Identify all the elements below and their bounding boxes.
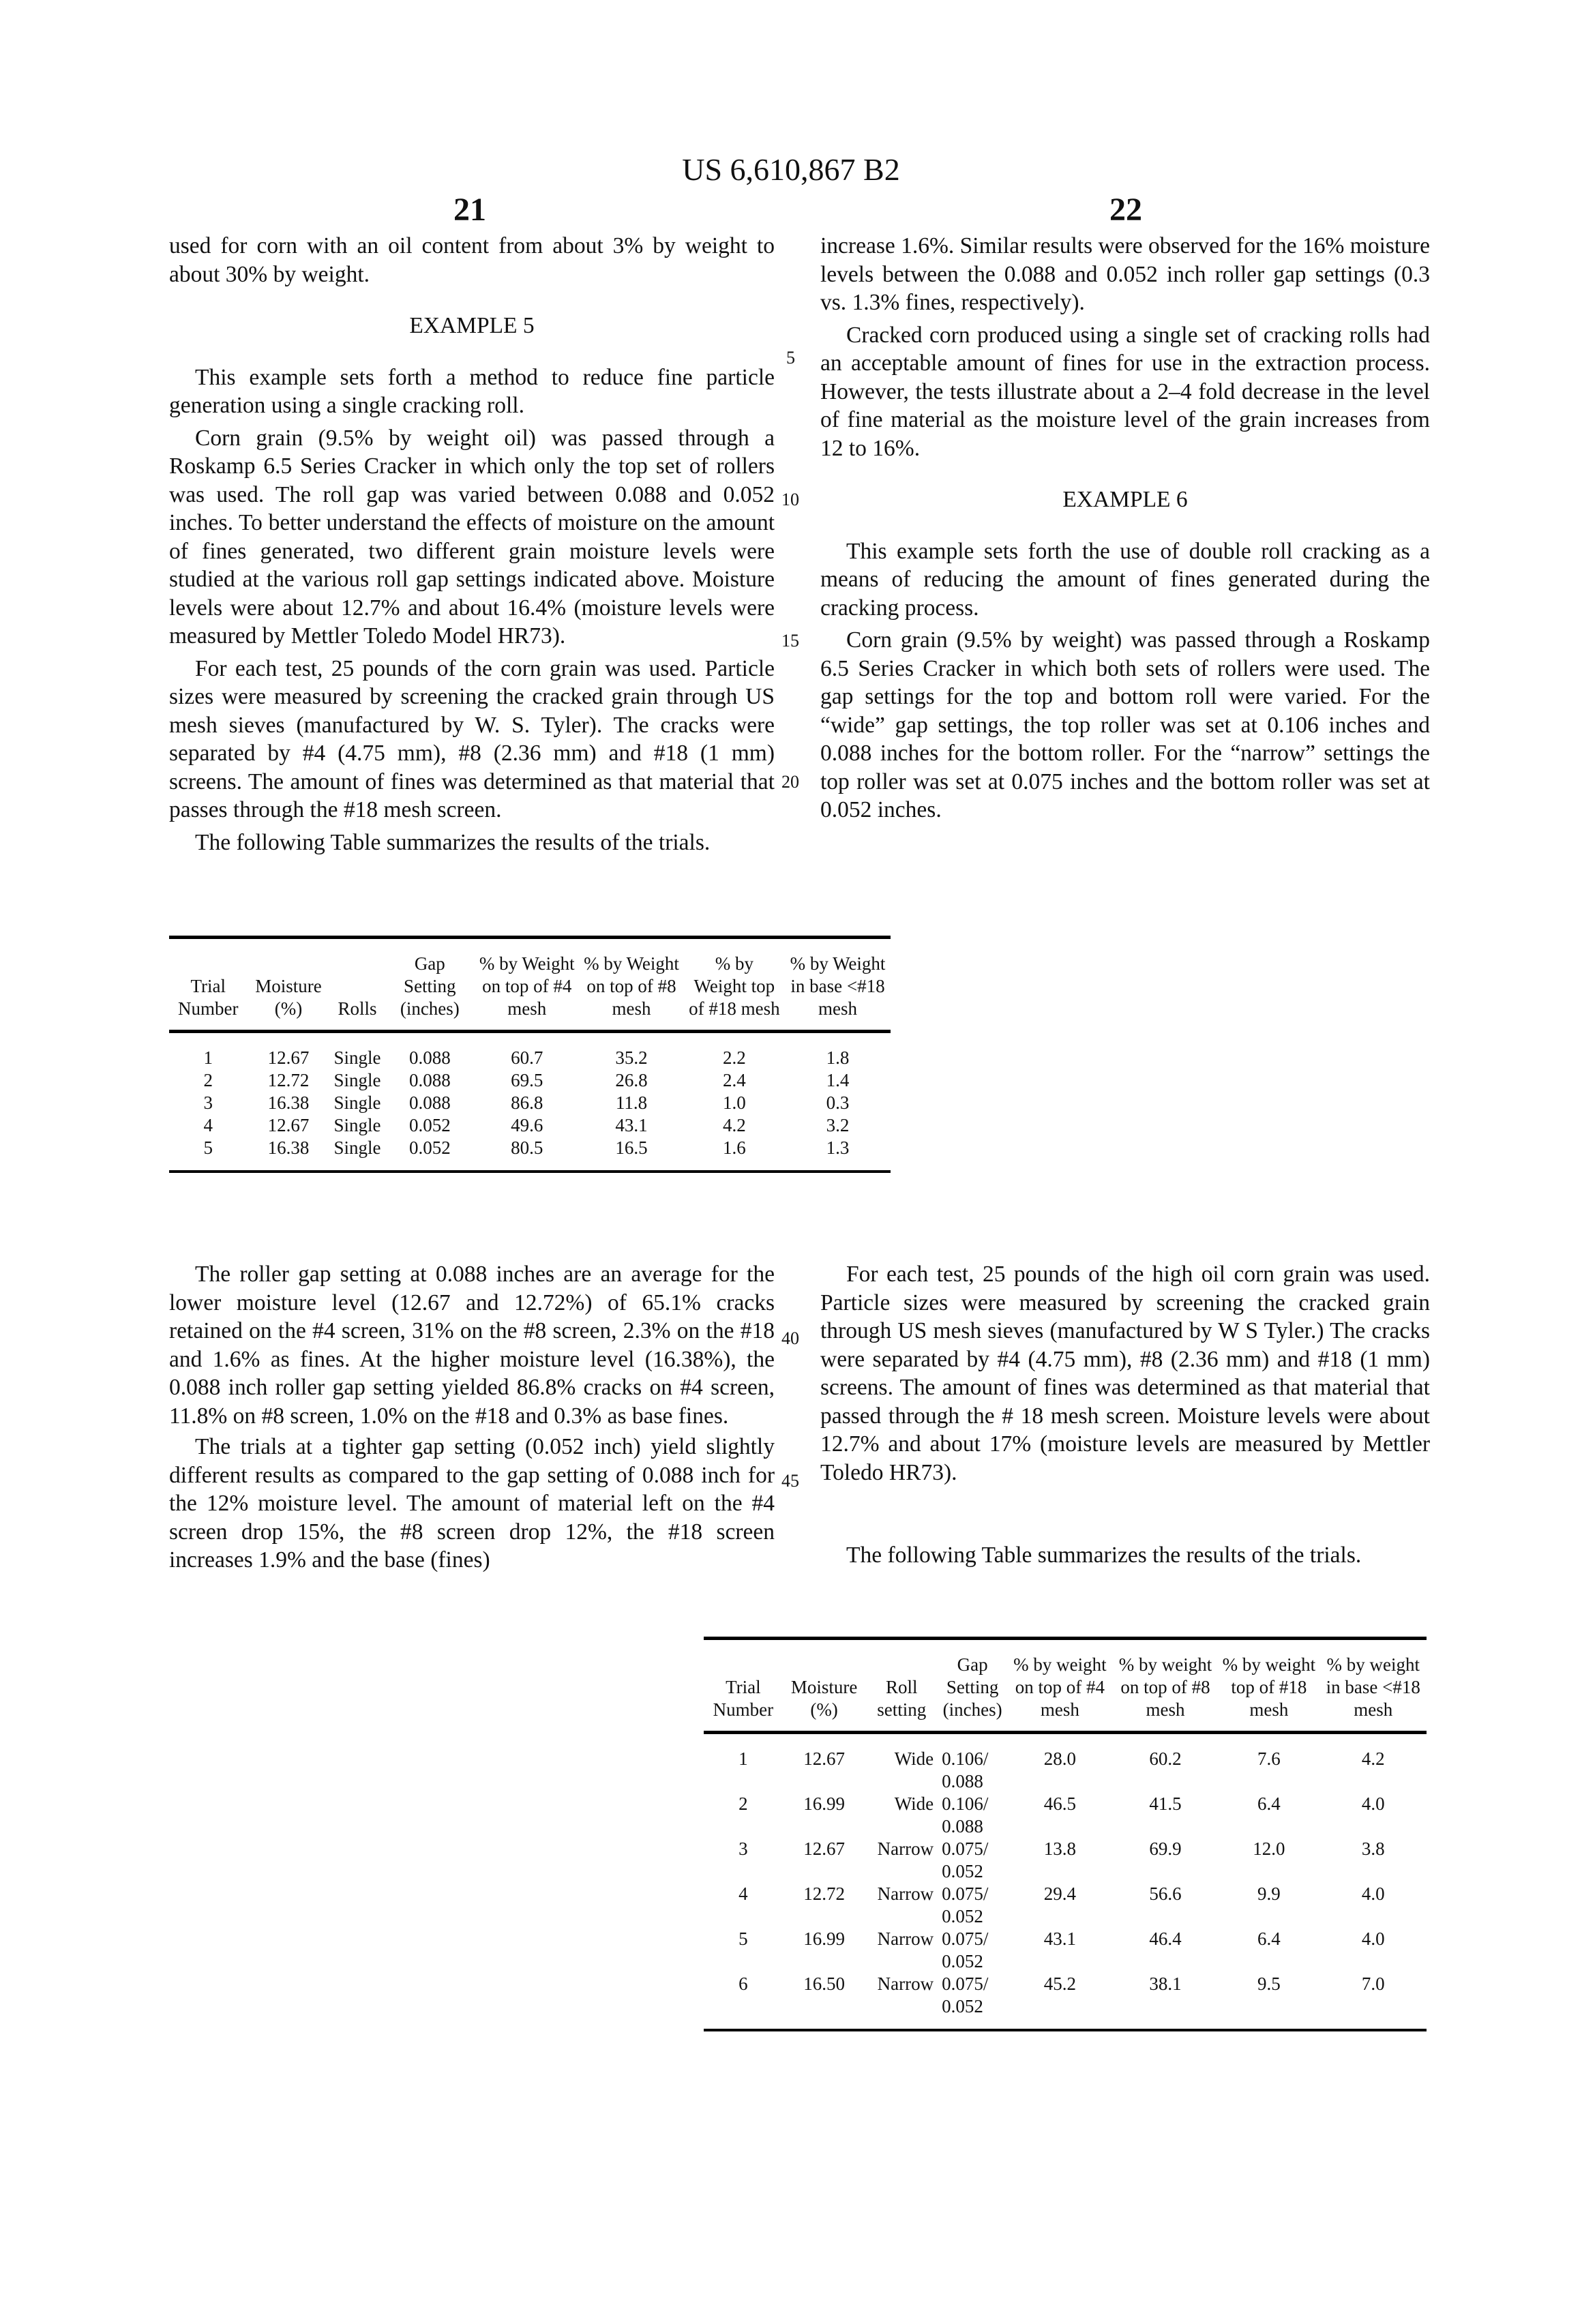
paragraph: increase 1.6%. Similar results were observed for the 16% moisture levels between the 0.088 and 0.052 inch roller gap settings (0.3 vs. 1.3% fines, respectively). xyxy=(820,233,1430,315)
table-row xyxy=(704,1973,1427,2030)
column-header: % by Weight on top of #4 mesh xyxy=(475,938,579,1032)
table-cell: Single xyxy=(333,1092,381,1113)
table-cell: 13.8 xyxy=(1043,1838,1077,1859)
table-cell: 0.075/ 0.052 xyxy=(942,1883,989,1926)
table-cell: 1.8 xyxy=(826,1047,850,1068)
column-header: % by Weight in base <#18 mesh xyxy=(785,938,891,1032)
column-header: Rolls xyxy=(329,938,385,1032)
table-cell: Single xyxy=(333,1047,381,1068)
left-column-bottom xyxy=(169,1260,775,1575)
table-cell: 49.6 xyxy=(511,1115,543,1135)
table-cell: 1.4 xyxy=(826,1070,850,1090)
paragraph: Cracked corn produced using a single set of cracking rolls had an acceptable amount of fines for use in the extraction process. However, the tests illustrate about a 2–4 fold decrease in the level of fine material as the moisture level of the grain increases from 12 to 16%. xyxy=(820,322,1430,461)
paragraph: The roller gap setting at 0.088 inches are an average for the lower moisture level (12.67 and 12.72%) of 65.1% cracks retained on the #4 screen, 31% on the #8 screen, 2.3% on the #18 and 1.6% as fines. At the higher moisture level (16.38%), the 0.088 inch roller gap setting yielded 86.8% cracks on #4 screen, 11.8% on #8 screen, 1.0% on the #18 and 0.3% as base fines. xyxy=(169,1262,775,1429)
table-row xyxy=(169,1114,891,1137)
table-cell: Wide xyxy=(894,1748,934,1769)
table-cell: 4 xyxy=(738,1883,748,1904)
table-cell: 3 xyxy=(738,1838,748,1859)
page-number-right: 22 xyxy=(1109,192,1142,228)
line-number: 15 xyxy=(781,631,799,651)
paragraph: This example sets forth a method to reduce fine particle generation using a single cracking roll. xyxy=(169,364,775,418)
column-header: Trial Number xyxy=(169,938,248,1032)
table-row xyxy=(169,1137,891,1172)
table-row xyxy=(169,1032,891,1070)
table-cell: Wide xyxy=(894,1793,934,1814)
column-header: % by Weight on top of #8 mesh xyxy=(579,938,683,1032)
table-cell: 6 xyxy=(704,1973,783,2030)
table-cell: 6.4 xyxy=(1257,1793,1281,1814)
table-cell: 43.1 xyxy=(615,1115,648,1135)
table-cell: 2 xyxy=(203,1070,213,1090)
right-column-bottom xyxy=(820,1260,1430,1570)
table-cell: 46.4 xyxy=(1149,1928,1182,1949)
paragraph: The following Table summarizes the results of the trials. xyxy=(846,1543,1362,1568)
table-cell: 0.088 xyxy=(408,1070,451,1090)
paragraph: Corn grain (9.5% by weight) was passed through a Roskamp 6.5 Series Cracker in which both sets of rollers were used. The gap settings for the top and bottom roll were varied. For the “wide” gap settings, the top roller was set at 0.106 inches and 0.088 inches for the bottom roller. For the “narrow” settings the top roller was set at 0.075 inches and the bottom roller was set at 0.052 inches. xyxy=(820,627,1430,822)
table-cell: 46.5 xyxy=(1043,1793,1077,1814)
column-header: Roll setting xyxy=(865,1639,938,1733)
table-row xyxy=(704,1838,1427,1883)
table-cell: 2.4 xyxy=(722,1070,746,1090)
paragraph: Corn grain (9.5% by weight oil) was passed through a Roskamp 6.5 Series Cracker in which only the top set of rollers was used. The roll gap was varied between 0.088 and 0.052 inches. To better understand the effects of moisture on the amount of fines generated, two different grain moisture levels were studied at the various roll gap settings indicated above. Moisture levels were about 12.7% and about 16.4% (moisture levels were measured by Mettler Toledo Model HR73). xyxy=(169,425,775,649)
paragraph: This example sets forth the use of double roll cracking as a means of reducing the amount of fines generated during the cracking process. xyxy=(820,538,1430,621)
line-number: 10 xyxy=(781,490,799,509)
table-cell: 86.8 xyxy=(511,1092,543,1113)
paragraph: The trials at a tighter gap setting (0.052 inch) yield slightly different results as compared to the gap setting of 0.088 inch for the 12% moisture level. The amount of material left on the #4 screen drop 15%, the #8 screen drop 12%, the #18 screen increases 1.9% and the base (fines) xyxy=(169,1434,775,1573)
table-cell: 16.38 xyxy=(267,1092,310,1113)
table-cell: 6.4 xyxy=(1257,1928,1281,1949)
right-column-top xyxy=(820,232,1430,824)
table-row xyxy=(704,1928,1427,1973)
table-cell: 12.67 xyxy=(267,1047,310,1068)
table-cell: 3 xyxy=(203,1092,213,1113)
paragraph: The following Table summarizes the results of the trials. xyxy=(195,829,711,855)
column-header: Gap Setting (inches) xyxy=(938,1639,1007,1733)
table-cell: 41.5 xyxy=(1149,1793,1182,1814)
table-cell: 1.6 xyxy=(684,1137,785,1172)
table-cell: Narrow xyxy=(877,1928,934,1949)
table-cell: 9.5 xyxy=(1218,1973,1319,2030)
table-cell: 35.2 xyxy=(615,1047,648,1068)
table-cell: Single xyxy=(333,1115,381,1135)
table-cell: Narrow xyxy=(877,1883,934,1904)
table-cell: Single xyxy=(333,1070,381,1090)
table-cell: 4 xyxy=(203,1115,213,1135)
table-cell: 38.1 xyxy=(1113,1973,1219,2030)
table-cell: 1 xyxy=(738,1748,748,1769)
table-cell: 0.3 xyxy=(826,1092,850,1113)
table-cell: 0.075/ 0.052 xyxy=(938,1973,1007,2030)
table-cell: 28.0 xyxy=(1043,1748,1077,1769)
table-cell: 0.088 xyxy=(408,1047,451,1068)
table-row xyxy=(169,1069,891,1092)
table-cell: 5 xyxy=(738,1928,748,1949)
results-table-double-roll xyxy=(704,1637,1427,2031)
table-cell: 12.0 xyxy=(1253,1838,1285,1859)
table-row xyxy=(169,1092,891,1114)
table-cell: 2.2 xyxy=(722,1047,746,1068)
table-cell: 1 xyxy=(203,1047,213,1068)
table-cell: 12.72 xyxy=(267,1070,310,1090)
table-cell: 12.72 xyxy=(803,1883,845,1904)
table-cell: 16.50 xyxy=(783,1973,866,2030)
page-number-left: 21 xyxy=(453,192,486,228)
table-cell: 3.8 xyxy=(1361,1838,1385,1859)
table-cell: 16.5 xyxy=(579,1137,683,1172)
left-column-top xyxy=(169,232,775,856)
table-cell: 43.1 xyxy=(1043,1928,1077,1949)
table-cell: 4.2 xyxy=(722,1115,746,1135)
section-heading: EXAMPLE 5 xyxy=(409,313,535,338)
table-cell: 4.0 xyxy=(1361,1793,1385,1814)
table-cell: 16.99 xyxy=(803,1793,845,1814)
table-cell: 69.9 xyxy=(1149,1838,1182,1859)
table-row xyxy=(704,1793,1427,1838)
table-cell: 16.99 xyxy=(803,1928,845,1949)
line-number: 45 xyxy=(781,1471,799,1491)
table-cell: 12.67 xyxy=(803,1838,845,1859)
results-table-single-roll xyxy=(169,936,891,1173)
table-cell: 0.075/ 0.052 xyxy=(942,1838,989,1881)
table-cell: 4.2 xyxy=(1361,1748,1385,1769)
table-cell: 5 xyxy=(169,1137,248,1172)
table-cell: 3.2 xyxy=(826,1115,850,1135)
column-header: Moisture (%) xyxy=(248,938,330,1032)
table-cell: 60.2 xyxy=(1149,1748,1182,1769)
table-cell: 69.5 xyxy=(511,1070,543,1090)
column-header: Trial Number xyxy=(704,1639,783,1733)
table-cell: 1.3 xyxy=(785,1137,891,1172)
table-cell: 0.106/ 0.088 xyxy=(942,1748,989,1791)
table-cell: 0.075/ 0.052 xyxy=(942,1928,989,1971)
table-cell: 7.0 xyxy=(1320,1973,1427,2030)
line-number: 40 xyxy=(781,1328,799,1348)
table-cell: 12.67 xyxy=(803,1748,845,1769)
table-cell: 12.67 xyxy=(267,1115,310,1135)
column-header: % by weight in base <#18 mesh xyxy=(1320,1639,1427,1733)
table-cell: 0.052 xyxy=(408,1115,451,1135)
column-header: Moisture (%) xyxy=(783,1639,866,1733)
table-cell: 4.0 xyxy=(1361,1883,1385,1904)
table-cell: 29.4 xyxy=(1043,1883,1077,1904)
patent-number: US 6,610,867 B2 xyxy=(682,152,900,187)
column-header: % by weight on top of #4 mesh xyxy=(1007,1639,1113,1733)
table-row xyxy=(704,1733,1427,1793)
table-cell: 60.7 xyxy=(511,1047,543,1068)
table-cell: 56.6 xyxy=(1149,1883,1182,1904)
table-cell: Narrow xyxy=(877,1838,934,1859)
table-cell: Single xyxy=(329,1137,385,1172)
table-cell: 11.8 xyxy=(615,1092,648,1113)
table-cell: 2 xyxy=(738,1793,748,1814)
table-cell: 4.0 xyxy=(1361,1928,1385,1949)
table-cell: 80.5 xyxy=(475,1137,579,1172)
table-cell: 0.106/ 0.088 xyxy=(942,1793,989,1836)
line-number: 5 xyxy=(786,348,795,368)
table-cell: 9.9 xyxy=(1257,1883,1281,1904)
line-number: 20 xyxy=(781,772,799,792)
column-header: Gap Setting (inches) xyxy=(385,938,475,1032)
column-header: % by weight on top of #8 mesh xyxy=(1113,1639,1219,1733)
paragraph: For each test, 25 pounds of the high oil corn grain was used. Particle sizes were measured by screening the cracked grain through US mesh sieves (manufactured by W S Tyler.) The cracks were separated by #4 (4.75 mm), #8 (2.36 mm) and #18 (1 mm) screens. The amount of fines was determined as that material that passed through the # 18 mesh screen. Moisture levels were about 12.7% and about 17% (moisture levels are measured by Mettler Toledo HR73). xyxy=(820,1262,1430,1485)
column-header: % by Weight top of #18 mesh xyxy=(684,938,785,1032)
table-row xyxy=(704,1883,1427,1928)
paragraph: For each test, 25 pounds of the corn grain was used. Particle sizes were measured by screening the cracked grain through US mesh sieves (manufactured by W. S. Tyler). The cracks were separated by #4 (4.75 mm), #8 (2.36 mm) and #18 (1 mm) screens. The amount of fines was determined as that material that passes through the #18 mesh screen. xyxy=(169,655,775,822)
column-header: % by weight top of #18 mesh xyxy=(1218,1639,1319,1733)
paragraph: used for corn with an oil content from about 3% by weight to about 30% by weight. xyxy=(169,233,775,287)
table-cell: Narrow xyxy=(865,1973,938,2030)
table-cell: 0.052 xyxy=(385,1137,475,1172)
table-cell: 45.2 xyxy=(1007,1973,1113,2030)
table-cell: 26.8 xyxy=(615,1070,648,1090)
table-cell: 7.6 xyxy=(1257,1748,1281,1769)
table-cell: 1.0 xyxy=(722,1092,746,1113)
table-cell: 0.088 xyxy=(408,1092,451,1113)
table-cell: 16.38 xyxy=(248,1137,330,1172)
section-heading: EXAMPLE 6 xyxy=(1062,487,1188,512)
